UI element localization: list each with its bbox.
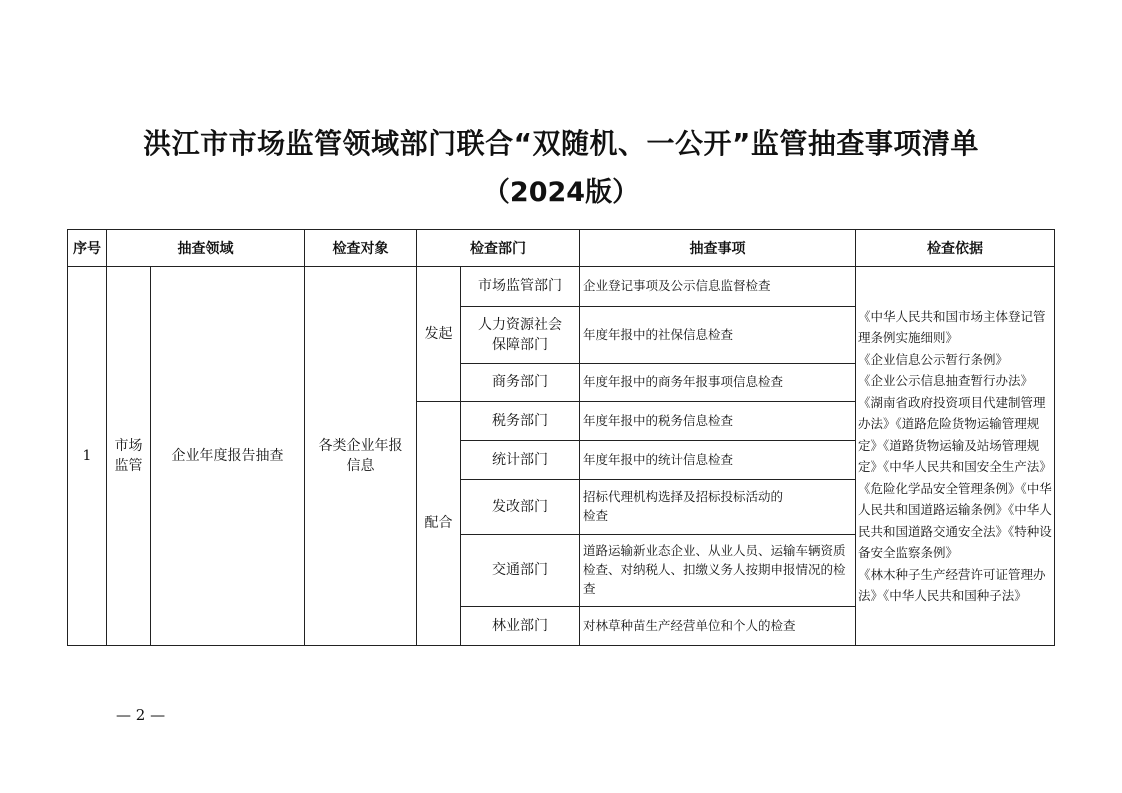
- field-sub: 企业年度报告抽查: [151, 267, 305, 646]
- dept-cell: 税务部门: [461, 402, 580, 441]
- item-cell: 道路运输新业态企业、从业人员、运输车辆资质检查、对纳税人、扣缴义务人按期申报情况的检查: [580, 535, 856, 607]
- dept-cell: 商务部门: [461, 364, 580, 402]
- header-object: 检查对象: [305, 230, 417, 267]
- inspection-object: 各类企业年报 信息: [305, 267, 417, 646]
- item-cell: 招标代理机构选择及招标投标活动的 检查: [580, 480, 856, 535]
- cooperate-label: 配合: [417, 402, 461, 646]
- header-dept: 检查部门: [417, 230, 580, 267]
- item-cell: 年度年报中的税务信息检查: [580, 402, 856, 441]
- item-cell: 企业登记事项及公示信息监督检查: [580, 267, 856, 307]
- header-field: 抽查领域: [107, 230, 305, 267]
- basis-cell: 《中华人民共和国市场主体登记管理条例实施细则》 《企业信息公示暂行条例》 《企业公示信息抽查暂行办法》 《湖南省政府投资项目代建制管理办法》《道路危险货物运输管理规定》《道路货物运输及站场管理规定》《中华人民共和国安全生产法》《危险化学品安全管理条例》《中华人民共和国道路运输条例》《中华人民共和国道路交通安全法》《特种设备安全监察条例》 《林木种子生产经营许可证管理办法》《中华人民共和国种子法》: [856, 267, 1055, 646]
- item-cell: 年度年报中的统计信息检查: [580, 441, 856, 480]
- header-item: 抽查事项: [580, 230, 856, 267]
- item-cell: 年度年报中的社保信息检查: [580, 307, 856, 364]
- dept-cell: 市场监管部门: [461, 267, 580, 307]
- document-title: 洪江市市场监管领域部门联合“双随机、一公开”监管抽查事项清单: [143, 127, 979, 160]
- dept-cell: 统计部门: [461, 441, 580, 480]
- table-header-row: [68, 230, 1055, 267]
- item-cell: 年度年报中的商务年报事项信息检查: [580, 364, 856, 402]
- dept-cell: 林业部门: [461, 607, 580, 646]
- table-row: [68, 267, 1055, 307]
- page-number: — 2 —: [116, 706, 166, 724]
- dept-cell: 交通部门: [461, 535, 580, 607]
- dept-cell: 发改部门: [461, 480, 580, 535]
- inspection-table: [67, 229, 1055, 646]
- dept-cell: 人力资源社会 保障部门: [461, 307, 580, 364]
- row-seq: 1: [68, 267, 107, 646]
- document-subtitle: （2024版）: [482, 177, 640, 208]
- header-seq: 序号: [68, 230, 107, 267]
- item-cell: 对林草种苗生产经营单位和个人的检查: [580, 607, 856, 646]
- field-main: 市场 监管: [107, 267, 151, 646]
- header-basis: 检查依据: [856, 230, 1055, 267]
- initiate-label: 发起: [417, 267, 461, 402]
